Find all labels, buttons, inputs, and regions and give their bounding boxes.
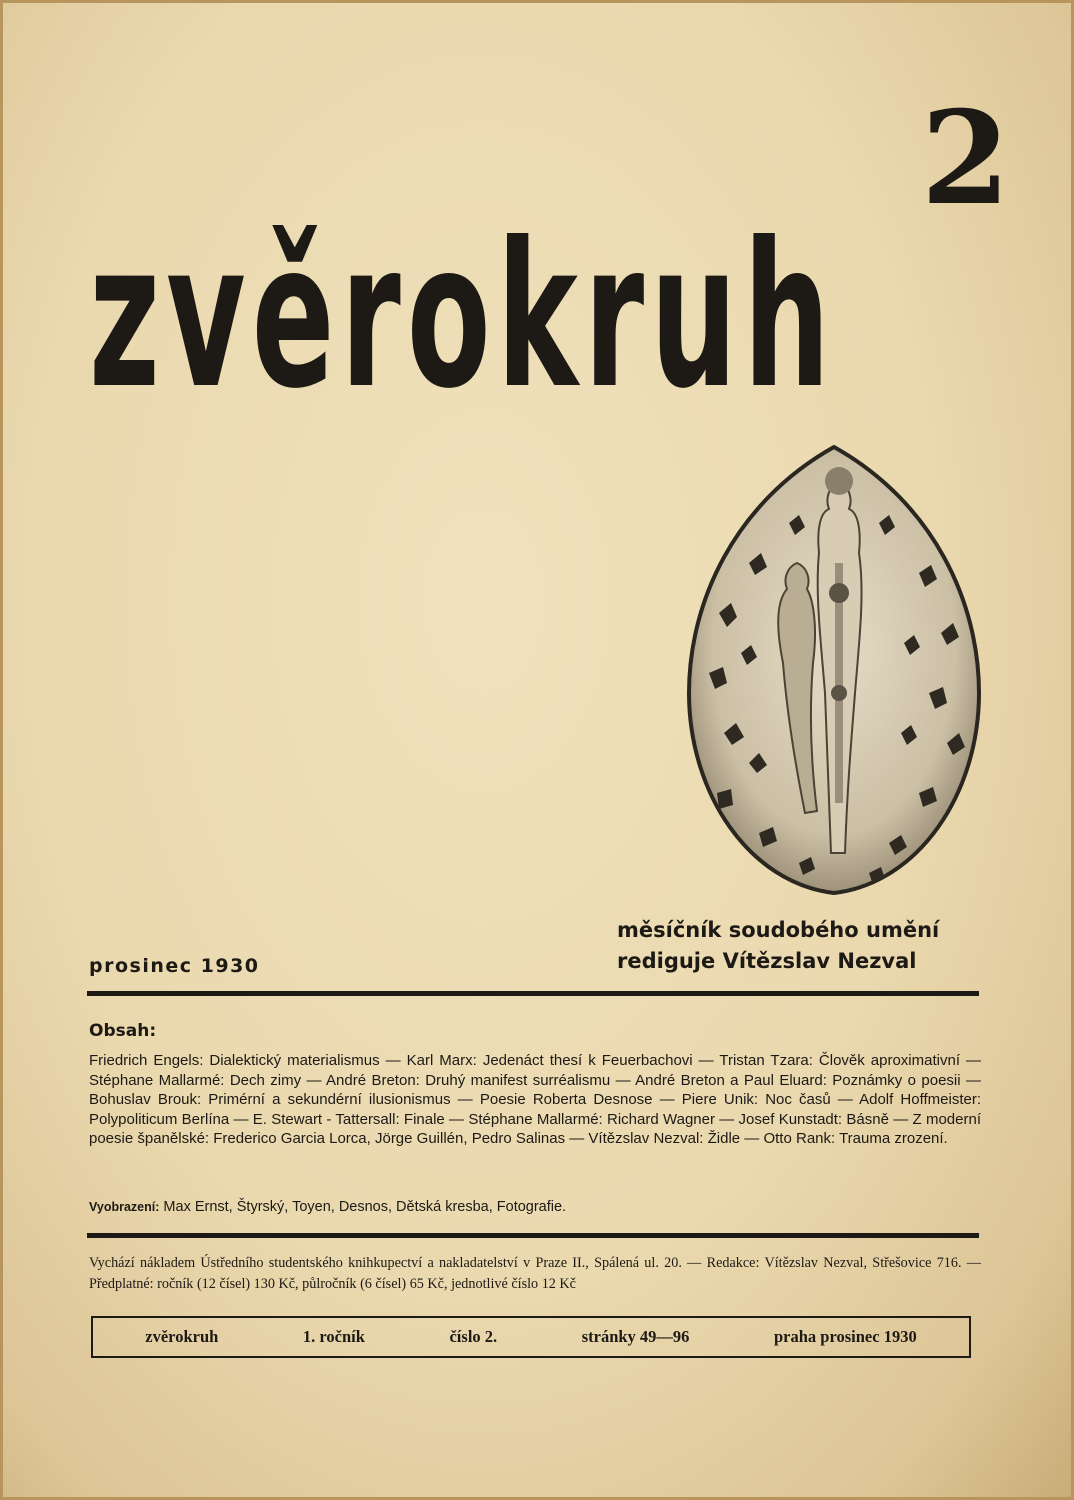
colophon-pages: stránky 49—96 bbox=[581, 1327, 690, 1346]
divider-top bbox=[87, 991, 979, 996]
illustrations-line bbox=[89, 1199, 981, 1215]
colophon-place-date: praha prosinec 1930 bbox=[774, 1327, 917, 1346]
contents-list: Friedrich Engels: Dialektický materialismus — Karl Marx: Jedenáct thesí k Feuerbachovi — Tristan Tzara: Člověk aproximativní — Stéphane Mallarmé: Dech zimy — André Breton: Druhý manifest surréalismu — André Breton a Paul Eluard: Poznámky o poesii — Bohuslav Brouk: Primérní a sekundérní ilusionismus — Poesie Roberta Desnose — Piere Unik: Noc časů — Adolf Hoffmeister: Polypoliticum Berlína — E. Stewart - Tattersall: Finale — Stéphane Mallarmé: Richard Wagner — Josef Kunstadt: Básně — Z moderní poesie španělské: Frederico Garcia Lorca, Jörge Guillén, Pedro Salinas — Vítězslav Nezval: Židle — Otto Rank: Trauma zrození. bbox=[89, 1052, 981, 1148]
issue-number: 2 bbox=[921, 84, 1011, 234]
divider-middle bbox=[87, 1233, 979, 1238]
illustrations-text: Max Ernst, Štyrský, Toyen, Desnos, Dětská kresba, Fotografie. bbox=[163, 1199, 567, 1215]
magazine-title: zvěrokruh bbox=[89, 200, 837, 433]
subtitle bbox=[617, 915, 987, 977]
contents-heading: Obsah: bbox=[89, 1021, 157, 1041]
subtitle-line-2: rediguje Vítězslav Nezval bbox=[617, 949, 917, 973]
colophon-volume: 1. ročník bbox=[302, 1327, 365, 1346]
subtitle-line-1: měsíčník soudobého umění bbox=[617, 918, 940, 942]
illustrations-label: Vyobrazení: bbox=[89, 1200, 160, 1214]
colophon-issue: číslo 2. bbox=[449, 1327, 498, 1346]
colophon-box bbox=[91, 1316, 971, 1358]
cover-illustration bbox=[679, 443, 989, 898]
publisher-info: Vychází nákladem Ústředního studentského knihkupectví a nakladatelství v Praze II., Spálená ul. 20. — Redakce: Vítězslav Nezval, Střešovice 716. — Předplatné: ročník (12 čísel) 130 Kč, půlročník (6 čísel) 65 Kč, jednotlivé číslo 12 Kč bbox=[89, 1255, 981, 1292]
colophon-journal: zvěrokruh bbox=[145, 1327, 219, 1346]
issue-date: prosinec 1930 bbox=[89, 955, 260, 977]
